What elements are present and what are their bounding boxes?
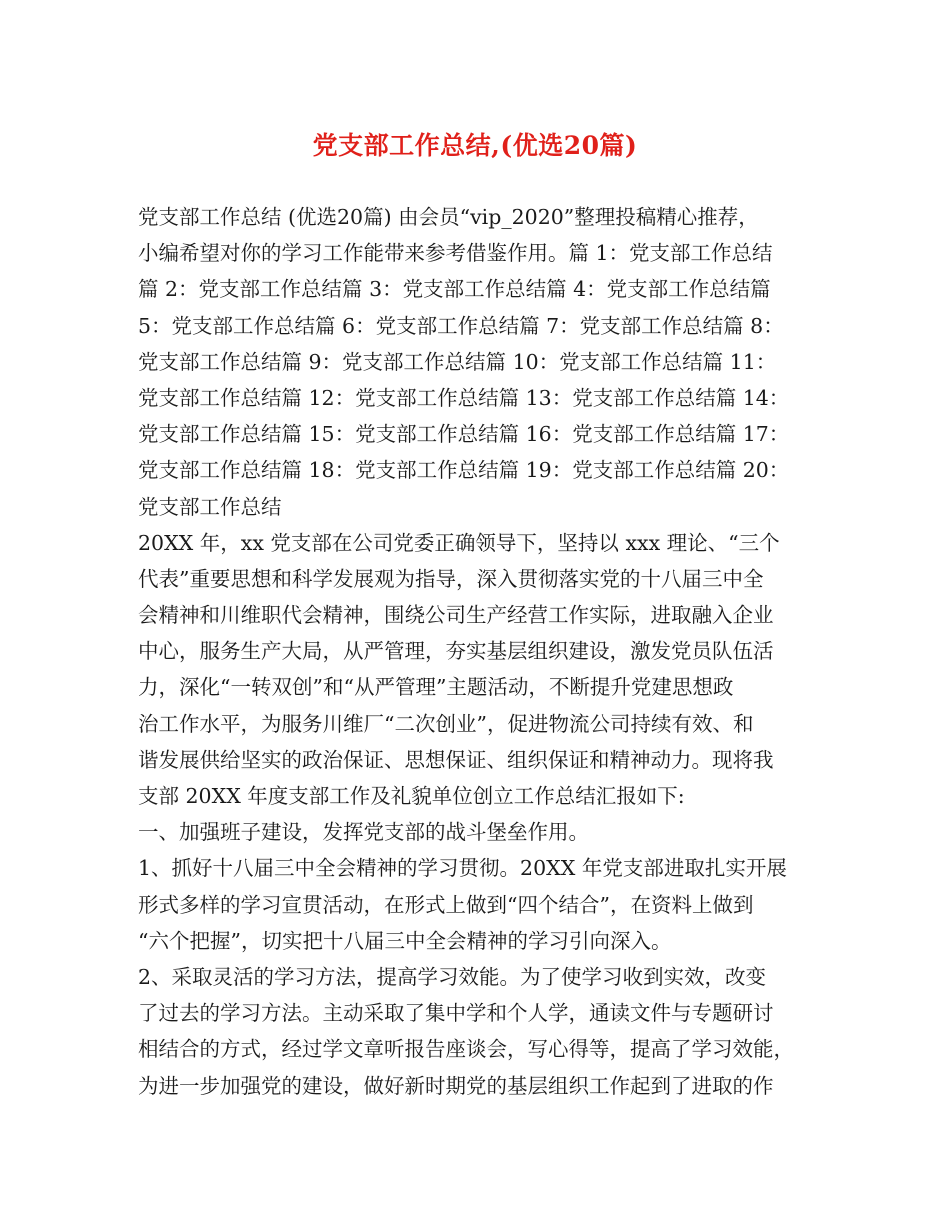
body-line: 形式多样的学习宣贯活动，在形式上做到“四个结合”，在资料上做到 (138, 892, 754, 917)
body-line: 党支部工作总结篇 12：党支部工作总结篇 13：党支部工作总结篇 14： (138, 385, 790, 410)
body-line: 为进一步加强党的建设，做好新时期党的基层组织工作起到了进取的作 (138, 1073, 774, 1098)
body-line: 1、抓好十八届三中全会精神的学习贯彻。20XX 年党支部进取扎实开展 (138, 856, 787, 881)
body-line: 一、加强班子建设，发挥党支部的战斗堡垒作用。 (138, 820, 589, 845)
body-line: 2、采取灵活的学习方法，提高学习效能。为了使学习收到实效，改变 (138, 964, 767, 989)
body-line: 党支部工作总结 (优选20篇) 由会员“vip_2020”整理投稿精心推荐， (138, 205, 759, 229)
body-line: 中心，服务生产大局，从严管理，夯实基层组织建设，激发党员队伍活 (138, 639, 774, 664)
body-line: 力，深化“一转双创”和“从严管理”主题活动，不断提升党建思想政 (138, 675, 734, 700)
body-line: 了过去的学习方法。主动采取了集中学和个人学，通读文件与专题研讨 (138, 1001, 774, 1026)
body-line: 治工作水平，为服务川维厂“二次创业”，促进物流公司持续有效、和 (138, 711, 754, 736)
body-line: 20XX 年，xx 党支部在公司党委正确领导下，坚持以 xxx 理论、“三个 (138, 530, 780, 555)
body-line: “六个把握”，切实把十八届三中全会精神的学习引向深入。 (138, 928, 672, 953)
body-line: 5：党支部工作总结篇 6：党支部工作总结篇 7：党支部工作总结篇 8： (138, 313, 784, 338)
body-line: 党支部工作总结篇 18：党支部工作总结篇 19：党支部工作总结篇 20： (138, 458, 790, 483)
body-line: 会精神和川维职代会精神，围绕公司生产经营工作实际，进取融入企业 (138, 603, 774, 628)
document-title: 党支部工作总结,(优选20篇) (312, 131, 638, 160)
body-line: 党支部工作总结篇 15：党支部工作总结篇 16：党支部工作总结篇 17： (138, 422, 790, 447)
body-line: 小编希望对你的学习工作能带来参考借鉴作用。篇 1：党支部工作总结 (138, 241, 773, 266)
body-line: 支部 20XX 年度支部工作及礼貌单位创立工作总结汇报如下: (138, 784, 685, 808)
body-line: 相结合的方式，经过学文章听报告座谈会，写心得等，提高了学习效能， (138, 1037, 794, 1062)
body-line: 篇 2：党支部工作总结篇 3：党支部工作总结篇 4：党支部工作总结篇 (138, 277, 771, 302)
body-line: 代表”重要思想和科学发展观为指导，深入贯彻落实党的十八届三中全 (138, 566, 764, 591)
body-line: 党支部工作总结篇 9：党支部工作总结篇 10：党支部工作总结篇 11： (138, 349, 777, 374)
body-line: 谐发展供给坚实的政治保证、思想保证、组织保证和精神动力。现将我 (138, 747, 774, 772)
body-line: 党支部工作总结 (138, 494, 282, 519)
document-body (138, 199, 818, 1104)
